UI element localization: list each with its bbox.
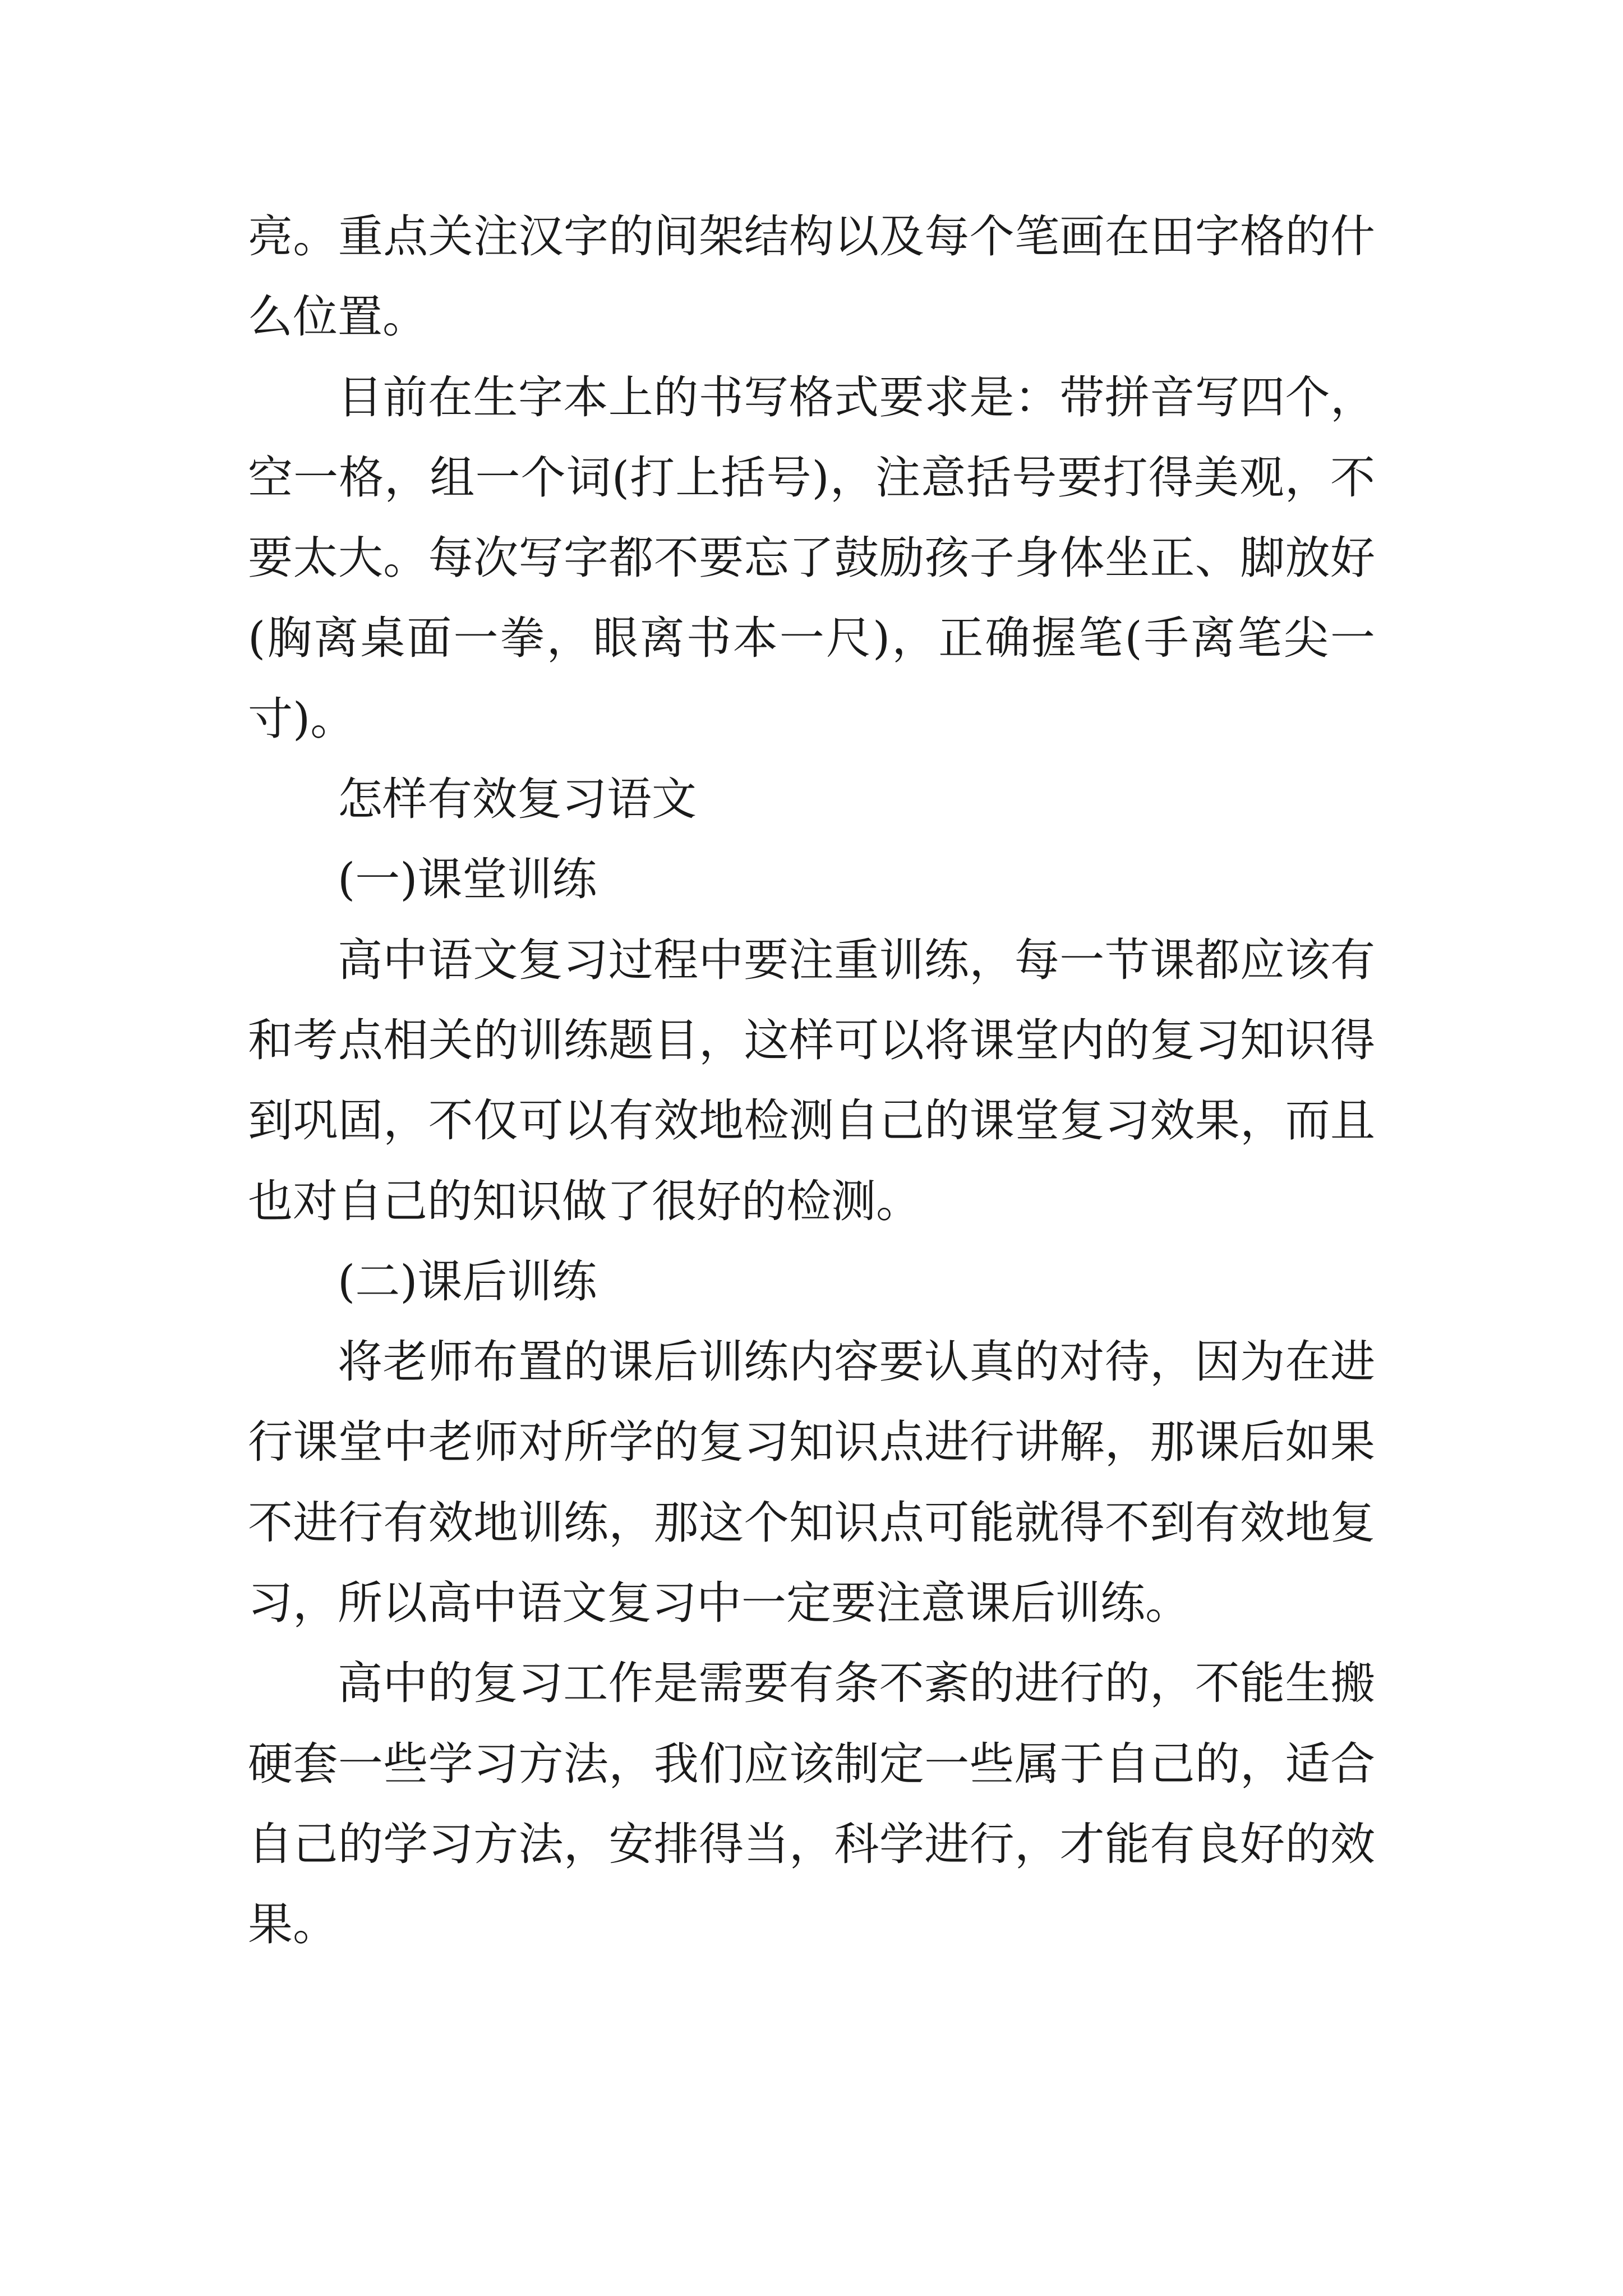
paragraph-conclusion: 高中的复习工作是需要有条不紊的进行的，不能生搬硬套一些学习方法，我们应该制定一些属于自己的，适合自己的学习方法，安排得当，科学进行，才能有良好的效果。 (248, 1657, 1375, 1951)
paragraph-after-class-training: 将老师布置的课后训练内容要认真的对待，因为在进行课堂中老师对所学的复习知识点进行讲解，那课后如果不进行有效地训练，那这个知识点可能就得不到有效地复习，所以高中语文复习中一定要注意课后训练。 (248, 1336, 1375, 1630)
paragraph-classroom-training: 高中语文复习过程中要注重训练，每一节课都应该有和考点相关的训练题目，这样可以将课堂内的复习知识得到巩固，不仅可以有效地检测自己的课堂复习效果，而且也对自己的知识做了很好的检测。 (248, 933, 1375, 1227)
subheading-after-class-training: (二)课后训练 (338, 1255, 597, 1308)
subheading-classroom-training: (一)课堂训练 (338, 853, 597, 906)
document-body (248, 196, 1375, 1965)
paragraph-continued: 亮。重点关注汉字的间架结构以及每个笔画在田字格的什么位置。 (248, 210, 1375, 343)
paragraph-writing-format: 目前在生字本上的书写格式要求是：带拼音写四个，空一格，组一个词(打上括号)，注意括号要打得美观，不要太大。每次写字都不要忘了鼓励孩子身体坐正、脚放好(胸离桌面一拳，眼离书本一尺)，正确握笔(手离笔尖一寸)。 (248, 371, 1375, 745)
section-heading-review: 怎样有效复习语文 (338, 773, 697, 826)
